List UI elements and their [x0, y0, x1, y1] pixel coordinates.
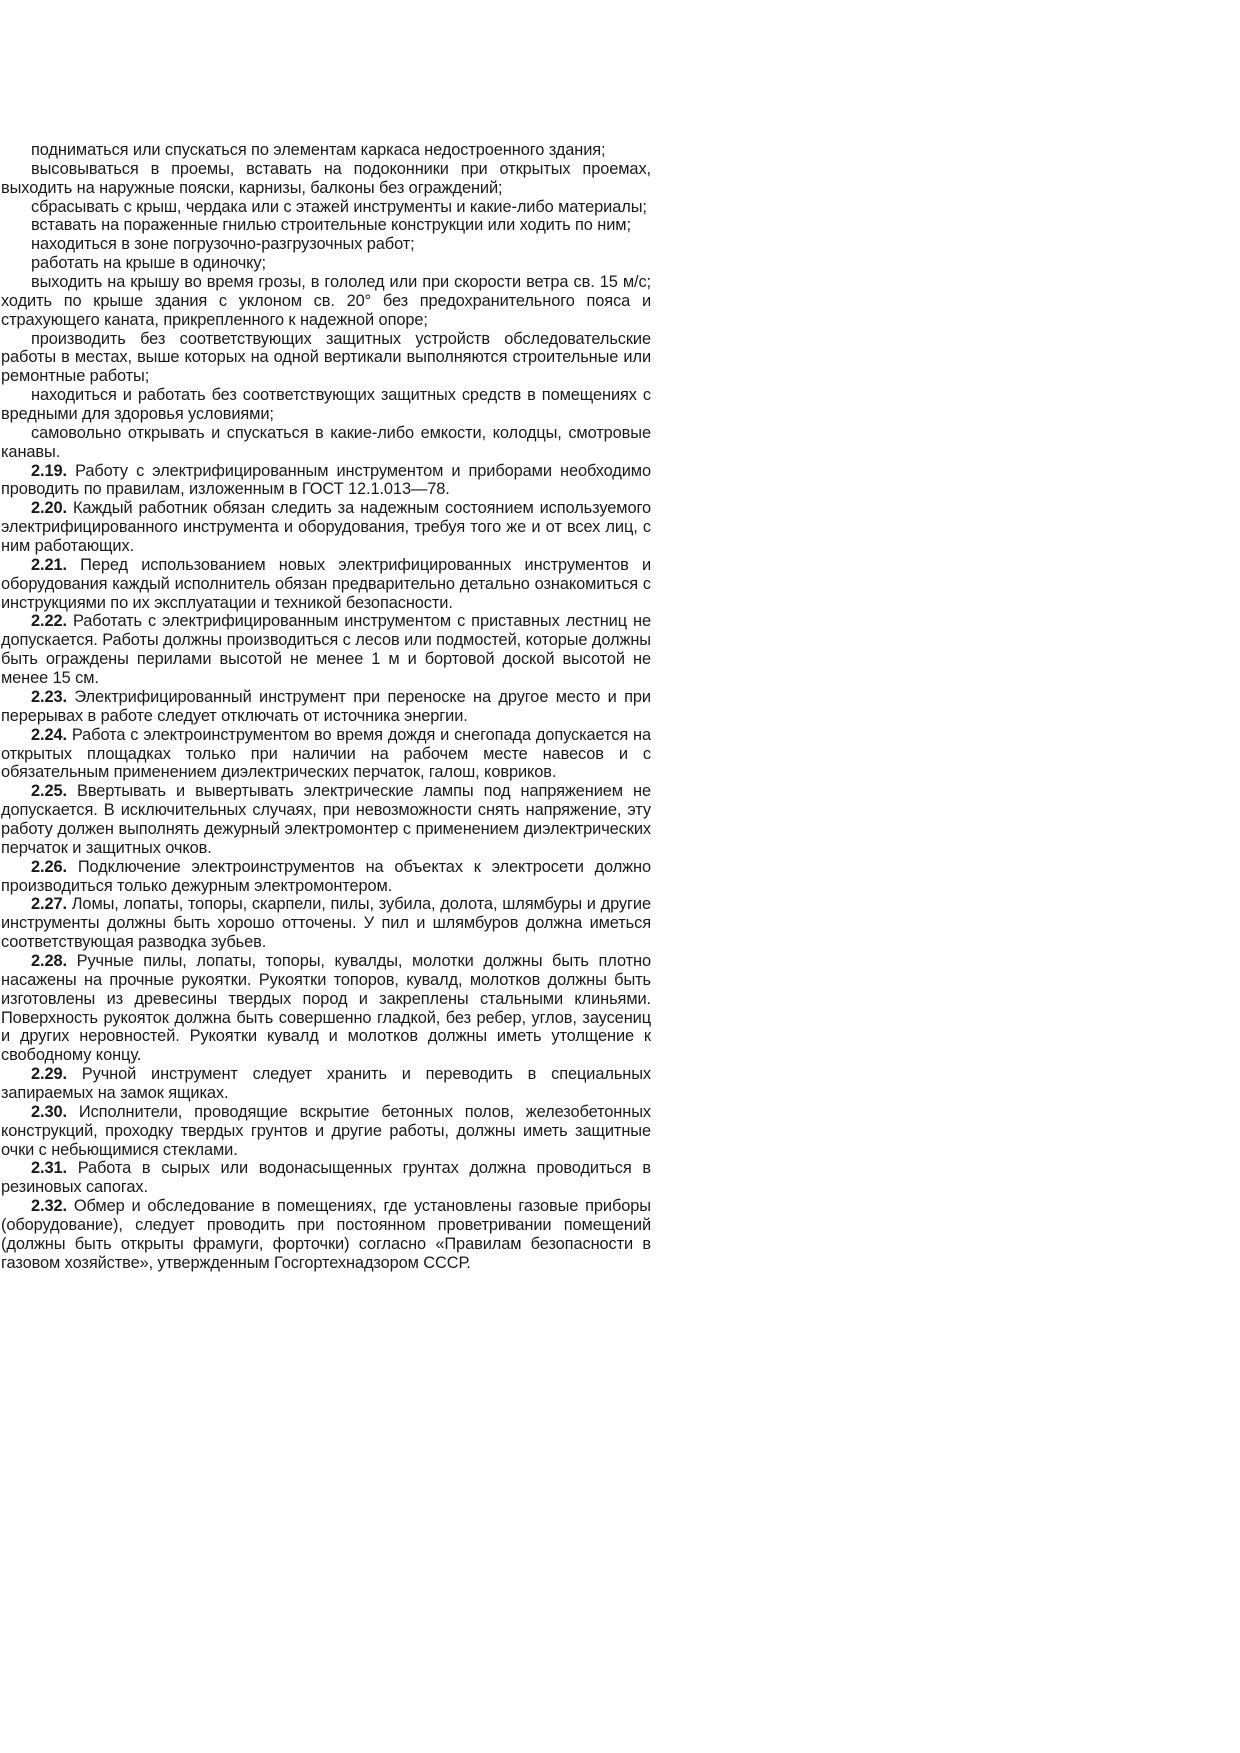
clause-text: Перед использованием новых электрифицированных инструментов и оборудования каждый исполнитель обязан предварительно детально ознакомиться с инструкциями по их эксплуатации и техникой безопасности. — [1, 555, 651, 612]
clause-text: Ввертывать и вывертывать электрические лампы под напряжением не допускается. В исключительных случаях, при невозможности снять напряжение, эту работу должен выполнять дежурный электромонтер с применением диэлектрических перчаток и защитных очков. — [1, 782, 651, 857]
clause-number: 2.26. — [31, 857, 67, 876]
list-item: находиться и работать без соответствующих защитных средств в помещениях с вредными для здоровья условиями; — [1, 386, 651, 424]
clause-number: 2.29. — [31, 1065, 67, 1084]
clause-number: 2.23. — [31, 687, 67, 706]
list-item: производить без соответствующих защитных устройств обследовательские работы в местах, выше которых на одной вертикали выполняются строительные или ремонтные работы; — [1, 329, 651, 386]
clause-2-30 — [1, 1103, 651, 1160]
clause-number: 2.31. — [31, 1159, 67, 1178]
clause-text: Подключение электроинструментов на объектах к электросети должно производиться только дежурным электромонтером. — [1, 857, 651, 895]
clause-text: Исполнители, проводящие вскрытие бетонных полов, железобетонных конструкций, проходку твердых грунтов и другие работы, должны иметь защитные очки с небьющимися стеклами. — [1, 1102, 651, 1159]
list-item: находиться в зоне погрузочно-разгрузочных работ; — [31, 235, 415, 254]
clause-2-23 — [1, 688, 651, 726]
clause-number: 2.30. — [31, 1102, 67, 1121]
clause-number: 2.32. — [31, 1197, 67, 1216]
clause-2-24 — [1, 726, 651, 783]
clause-2-31 — [1, 1159, 651, 1197]
list-item: выходить на крышу во время грозы, в гололед или при скорости ветра св. 15 м/с; ходить по крыше здания с уклоном св. 20° без предохранительного пояса и страхующего каната, прикрепленного к надежной опоре; — [1, 273, 651, 329]
clause-text: Ручной инструмент следует хранить и переводить в специальных запираемых на замок ящиках. — [1, 1065, 651, 1102]
clause-text: Работа в сырых или водонасыщенных грунтах должна проводиться в резиновых сапогах. — [1, 1159, 651, 1197]
list-item: вставать на пораженные гнилью строительные конструкции или ходить по ним; — [31, 216, 631, 235]
list-item: высовываться в проемы, вставать на подоконники при открытых проемах, выходить на наружные пояски, карнизы, балконы без ограждений; — [1, 159, 651, 197]
clause-text: Ломы, лопаты, топоры, скарпели, пилы, зубила, долота, шлямбуры и другие инструменты должны быть хорошо отточены. У пил и шлямбуров должна иметься соответствующая разводка зубьев. — [1, 895, 651, 952]
clause-text: Каждый работник обязан следить за надежным состоянием используемого электрифицированного инструмента и оборудования, требуя того же и от всех лиц, с ним работающих. — [1, 499, 651, 556]
clause-2-19 — [1, 462, 651, 500]
clause-2-25 — [1, 782, 651, 857]
clause-number: 2.21. — [31, 555, 67, 574]
clause-text: Работать с электрифицированным инструментом с приставных лестниц не допускается. Работы должны производиться с лесов или подмостей, которые должны быть ограждены перилами высотой не менее 1 м и бортовой доской высотой не менее 15 см. — [1, 612, 651, 688]
clause-2-21 — [1, 556, 651, 613]
clause-number: 2.28. — [31, 951, 67, 970]
clause-text: Работа с электроинструментом во время дождя и снегопада допускается на открытых площадках только при наличии на рабочем месте навесов и с обязательным применением диэлектрических перчаток, галош, ковриков. — [1, 725, 651, 782]
clause-text: Электрифицированный инструмент при переноске на другое место и при перерывах в работе следует отключать от источника энергии. — [1, 687, 651, 725]
clause-2-20 — [1, 499, 651, 556]
clause-number: 2.22. — [31, 612, 67, 631]
clause-number: 2.19. — [31, 461, 67, 480]
document-page — [1, 141, 651, 1273]
clause-2-28 — [1, 952, 651, 1065]
list-item: сбрасывать с крыш, чердака или с этажей инструменты и какие-либо материалы; — [31, 197, 647, 216]
clause-text: Ручные пилы, лопаты, топоры, кувалды, молотки должны быть плотно насажены на прочные рукоятки. Рукоятки топоров, кувалд, молотков должны быть изготовлены из древесины твердых пород и закреплены стальными клиньями. Поверхность рукояток должна быть совершенно гладкой, без ребер, углов, заусениц и других неровностей. Рукоятки кувалд и молотков должны иметь утолщение к свободному концу. — [1, 951, 651, 1065]
list-item: работать на крыше в одиночку; — [31, 254, 266, 273]
clause-2-22 — [1, 612, 651, 687]
clause-number: 2.24. — [31, 725, 67, 744]
clause-2-29 — [1, 1065, 651, 1103]
clause-text: Работу с электрифицированным инструментом и приборами необходимо проводить по правилам, изложенным в ГОСТ 12.1.013—78. — [1, 461, 651, 499]
clause-number: 2.25. — [31, 782, 67, 801]
clause-2-32 — [1, 1197, 651, 1272]
clause-2-26 — [1, 858, 651, 896]
list-item: самовольно открывать и спускаться в какие-либо емкости, колодцы, смотровые канавы. — [1, 423, 651, 461]
clause-number: 2.27. — [31, 895, 67, 914]
clause-text: Обмер и обследование в помещениях, где установлены газовые приборы (оборудование), следует проводить при постоянном проветривании помещений (должны быть открыты фрамуги, форточки) согласно «Правилам безопасности в газовом хозяйстве», утвержденным Госгортехнадзором СССР. — [1, 1197, 651, 1272]
list-item: подниматься или спускаться по элементам каркаса недостроенного здания; — [31, 141, 606, 159]
clause-number: 2.20. — [31, 499, 67, 518]
clause-2-27 — [1, 895, 651, 952]
